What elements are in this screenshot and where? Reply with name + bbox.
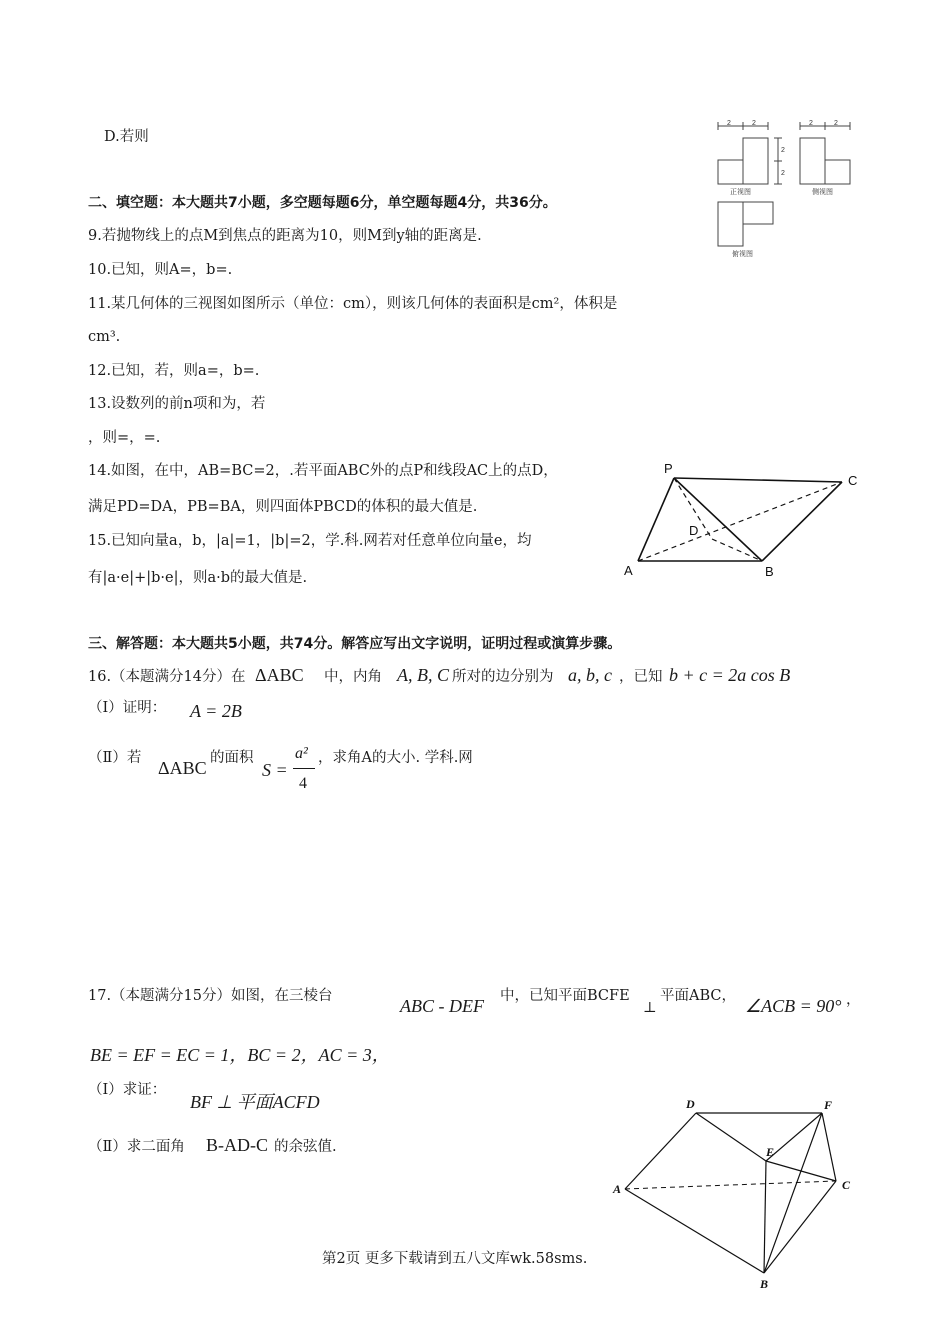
edge-pa (638, 478, 674, 561)
q16-formula: b + c = 2a cos B (669, 665, 791, 685)
edge-ac-dashed (625, 1181, 836, 1189)
front-view-label: 正视图 (730, 189, 751, 196)
q16-part2-s: S = (262, 760, 288, 780)
q17-part1-label: （Ⅰ）求证： (88, 1082, 167, 1098)
q16-part2-numerator: a² (295, 745, 308, 762)
section3-heading: 三、解答题：本大题共5小题，共74分。解答应写出文字说明，证明过程或演算步骤。 (88, 636, 622, 652)
q16-part1-formula: A = 2B (190, 701, 242, 721)
label-e: E (766, 1145, 775, 1159)
edge-fb (764, 1113, 822, 1273)
question-17-intro: 17.（本题满分15分）如图，在三棱台 (88, 988, 333, 1004)
q17-mid: 中，已知平面BCFE (500, 988, 630, 1004)
dim-label: 2 (727, 120, 731, 127)
q16-part2-tail: ，求角A的大小. 学科.网 (318, 750, 473, 766)
label-f: F (824, 1098, 833, 1112)
label-a: A (624, 563, 633, 578)
page-footer: 第2页 更多下载请到五八文库wk.58sms. (322, 1251, 588, 1267)
top-view-label: 俯视图 (732, 251, 753, 258)
q16-part1-label: （Ⅰ）证明： (88, 700, 167, 716)
label-p: P (664, 461, 673, 476)
side-view-label: 侧视图 (812, 189, 833, 196)
question-12: 12.已知，若，则a=，b=. (88, 363, 260, 379)
q16-part2-denominator: 4 (299, 775, 307, 792)
edge-bc (764, 1181, 836, 1273)
top-view (718, 202, 773, 246)
question-11-line2: cm³. (88, 329, 121, 345)
question-11-line1: 11.某几何体的三视图如图所示（单位：cm），则该几何体的表面积是cm²，体积是 (88, 296, 618, 312)
q17-part1-formula: BF ⊥ 平面ACFD (190, 1092, 320, 1112)
q17-part2-tail: 的余弦值. (274, 1139, 337, 1155)
side-view (800, 122, 850, 184)
dim-label: 2 (752, 120, 756, 127)
tetrahedron-figure (620, 458, 870, 583)
q17-part2-label: （Ⅱ）求二面角 (88, 1139, 185, 1155)
question-16-intro: 16.（本题满分14分）在 (88, 669, 246, 685)
q17-lengths: BE = EF = EC = 1，BC = 2，AC = 3， (90, 1045, 390, 1065)
label-a: A (613, 1182, 622, 1196)
edge-eb (764, 1161, 766, 1273)
question-15-line2: 有|a·e|+|b·e|，则a·b的最大值是. (88, 570, 308, 586)
label-c: C (848, 473, 858, 488)
q16-triangle: ΔABC (255, 665, 304, 685)
edge-ab (625, 1189, 764, 1273)
edge-fc (822, 1113, 836, 1181)
frustum-figure (610, 1095, 860, 1295)
edge-da (625, 1113, 696, 1189)
question-15-line1: 15.已知向量a，b，|a|=1，|b|=2，学.科.网若对任意单位向量e，均 (88, 533, 532, 549)
label-c: C (842, 1178, 851, 1192)
q17-part2-angle: B-AD-C (206, 1135, 268, 1155)
q16-mid3: ，已知 (619, 669, 663, 685)
question-14-line2: 满足PD=DA，PB=BA，则四面体PBCD的体积的最大值是. (88, 499, 478, 515)
edge-pc (674, 478, 842, 482)
edge-bc (762, 482, 842, 561)
three-view-diagram (712, 118, 862, 260)
question-13-line1: 13.设数列的前n项和为，若 (88, 396, 266, 412)
label-b: B (765, 564, 774, 579)
label-d: D (689, 523, 699, 538)
q17-comma: ， (846, 992, 861, 1008)
label-b: B (760, 1277, 769, 1291)
question-10: 10.已知，则A=，b=. (88, 262, 233, 278)
option-d: D.若则 (104, 129, 149, 145)
question-9: 9.若抛物线上的点M到焦点的距离为10，则M到y轴的距离是. (88, 228, 482, 244)
edge-ec (766, 1161, 836, 1181)
section2-heading: 二、填空题：本大题共7小题，多空题每题6分，单空题每题4分，共36分。 (88, 195, 557, 211)
q17-mid2: 平面ABC， (660, 988, 736, 1004)
edge-ac-dashed (638, 482, 842, 561)
dim-label: 2 (781, 170, 785, 177)
fraction-bar (293, 768, 315, 769)
q16-mid2: 所对的边分别为 (452, 669, 554, 685)
question-14-line1: 14.如图，在中，AB=BC=2，.若平面ABC外的点P和线段AC上的点D， (88, 463, 558, 479)
dim-label: 2 (809, 120, 813, 127)
question-13-line2: ，则=，=. (88, 430, 161, 446)
edge-pb (674, 478, 762, 561)
dim-label: 2 (834, 120, 838, 127)
q16-part2-label: （Ⅱ）若 (88, 750, 142, 766)
q16-mid: 中，内角 (324, 669, 382, 685)
dim-label: 2 (781, 147, 785, 154)
q17-solid: ABC - DEF (400, 996, 484, 1016)
q17-angle: ∠ACB = 90° (745, 996, 842, 1016)
front-view (718, 122, 782, 184)
edge-db-dashed (712, 539, 762, 561)
q17-perp: ⊥ (643, 1000, 657, 1016)
q16-part2-triangle: ΔABC (158, 758, 207, 778)
q16-angles: A, B, C (397, 665, 449, 685)
q16-sides: a, b, c (568, 665, 612, 685)
q16-part2-mid: 的面积 (210, 750, 254, 766)
label-d: D (686, 1097, 695, 1111)
edge-de (696, 1113, 766, 1161)
